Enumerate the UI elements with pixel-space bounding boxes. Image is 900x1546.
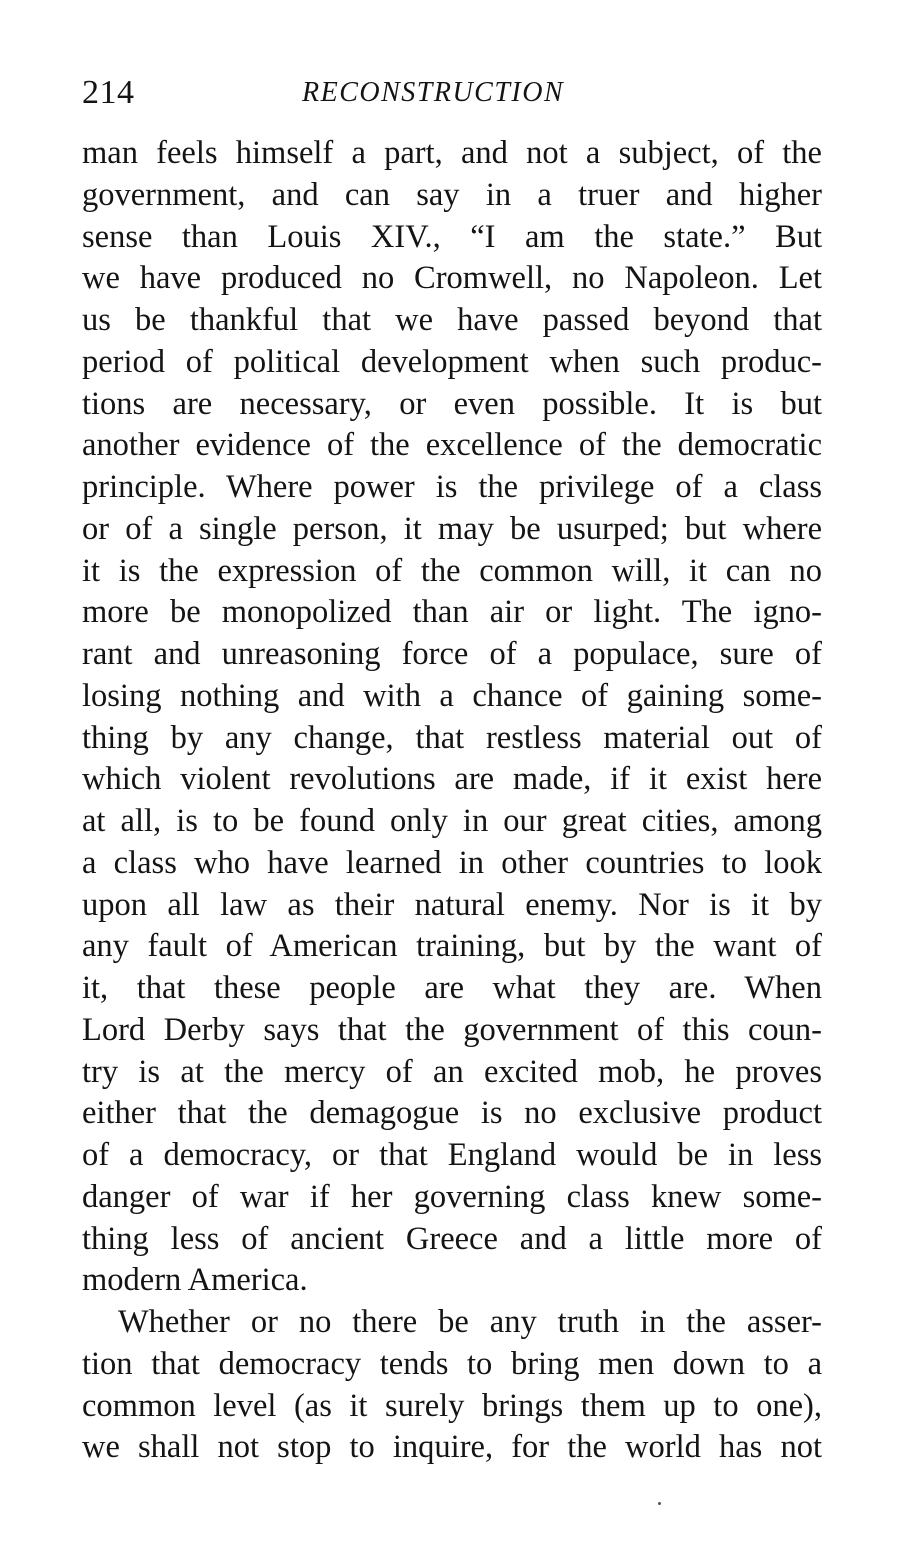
- text-line: of a democracy, or that England would be in less: [82, 1137, 822, 1173]
- text-line: it, that these people are what they are. When: [82, 970, 822, 1006]
- text-line: government, and can say in a truer and higher: [82, 176, 822, 213]
- text-line: we have produced no Cromwell, no Napoleon. Let: [82, 260, 822, 297]
- text-line: rant and unreasoning force of a populace, sure of: [82, 636, 822, 672]
- text-line: danger of war if her governing class knew some-: [82, 1178, 822, 1215]
- text-line: period of political development when such produc-: [82, 343, 822, 380]
- text-line: another evidence of the excellence of the democratic: [82, 427, 822, 464]
- text-line: man feels himself a part, and not a subject, of the: [82, 135, 822, 171]
- text-line: tion that democracy tends to bring men down to a: [82, 1345, 822, 1382]
- print-speck: [658, 1502, 661, 1505]
- running-head: [82, 70, 822, 116]
- text-line: sense than Louis XIV., “I am the state.” But: [82, 218, 822, 255]
- text-line: we shall not stop to inquire, for the world has not: [82, 1429, 822, 1466]
- text-line: modern America.: [82, 1262, 308, 1299]
- text-line: losing nothing and with a chance of gaining some-: [82, 677, 822, 714]
- running-title: RECONSTRUCTION: [302, 77, 565, 108]
- text-line: at all, is to be found only in our great cities, among: [82, 803, 822, 839]
- text-line: more be monopolized than air or light. The igno-: [82, 594, 822, 631]
- text-line: or of a single person, it may be usurped; but where: [82, 510, 822, 547]
- text-line: it is the expression of the common will, it can no: [82, 552, 822, 589]
- text-line: a class who have learned in other countries to look: [82, 844, 822, 881]
- paragraph: [82, 133, 822, 1302]
- page-number: 214: [82, 74, 135, 111]
- text-line: thing by any change, that restless material out of: [82, 719, 822, 756]
- text-line: thing less of ancient Greece and a little more of: [82, 1220, 822, 1257]
- text-line: either that the demagogue is no exclusive product: [82, 1095, 822, 1132]
- text-line: Whether or no there be any truth in the asser-: [118, 1304, 822, 1340]
- text-line: which violent revolutions are made, if it exist here: [82, 761, 822, 798]
- text-line: Lord Derby says that the government of this coun-: [82, 1011, 822, 1048]
- text-line: any fault of American training, but by the want of: [82, 928, 822, 965]
- text-line: try is at the mercy of an excited mob, he proves: [82, 1053, 822, 1090]
- body-text: [82, 133, 822, 1469]
- text-line: tions are necessary, or even possible. It is but: [82, 385, 822, 422]
- paragraph: [82, 1302, 822, 1469]
- text-line: common level (as it surely brings them up to one),: [82, 1387, 822, 1424]
- text-line: principle. Where power is the privilege of a class: [82, 469, 822, 505]
- text-line: upon all law as their natural enemy. Nor is it by: [82, 886, 822, 923]
- text-line: us be thankful that we have passed beyond that: [82, 302, 822, 338]
